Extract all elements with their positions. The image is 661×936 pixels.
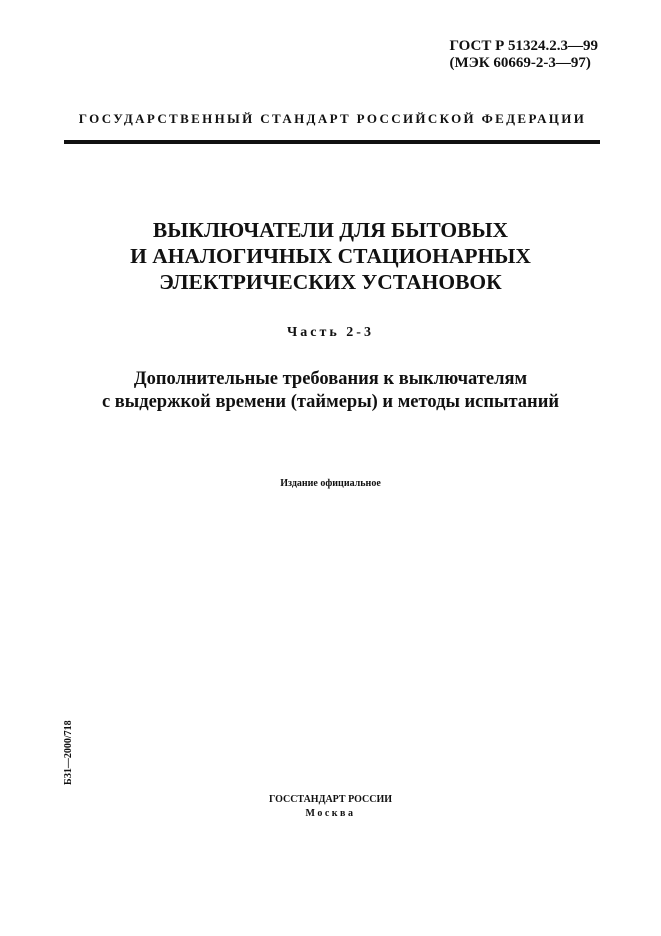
iec-code: (МЭК 60669-2-3—97) bbox=[449, 55, 591, 71]
publisher bbox=[0, 793, 661, 821]
state-standard-heading: ГОСУДАРСТВЕННЫЙ СТАНДАРТ РОССИЙСКОЙ ФЕДЕРАЦИИ bbox=[78, 111, 587, 126]
main-title-line: И АНАЛОГИЧНЫХ СТАЦИОНАРНЫХ bbox=[130, 244, 531, 268]
main-title-line: ВЫКЛЮЧАТЕЛИ ДЛЯ БЫТОВЫХ bbox=[152, 218, 509, 242]
publisher-name: ГОССТАНДАРТ РОССИИ bbox=[268, 794, 393, 805]
main-title-line: ЭЛЕКТРИЧЕСКИХ УСТАНОВОК bbox=[159, 270, 502, 294]
document-codes bbox=[449, 38, 598, 72]
gost-code: ГОСТ Р 51324.2.3—99 bbox=[449, 38, 598, 54]
main-title bbox=[0, 217, 661, 295]
edition-label: Издание официальное bbox=[280, 478, 381, 489]
subtitle-line: Дополнительные требования к выключателям bbox=[133, 369, 528, 389]
subtitle-line: с выдержкой времени (таймеры) и методы испытаний bbox=[101, 392, 560, 412]
part-label: Часть 2-3 bbox=[287, 325, 374, 340]
subtitle bbox=[0, 368, 661, 414]
side-code: БЗ1—2000/718 bbox=[63, 720, 74, 785]
header-divider bbox=[64, 140, 600, 144]
publisher-city: Москва bbox=[305, 808, 356, 819]
